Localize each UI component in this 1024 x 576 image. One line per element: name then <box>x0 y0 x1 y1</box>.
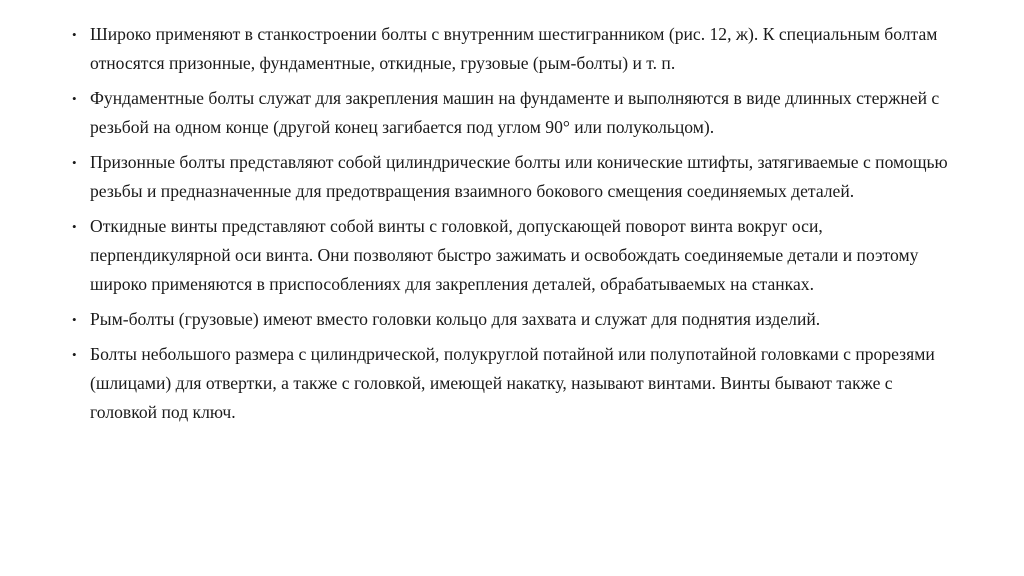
bullet-item-fitted-bolts <box>72 148 962 206</box>
bullet-icon: • <box>72 347 77 362</box>
bullet-icon: • <box>72 91 77 106</box>
bullet-icon: • <box>72 312 77 327</box>
bullet-text: Призонные болты представляют собой цилиндрические болты или конические штифты, затягиваемые с помощью резьбы и предназначенные для предотвращения взаимного бокового смещения соединяемых деталей. <box>90 152 948 201</box>
bullet-list <box>72 20 962 433</box>
bullet-text: Откидные винты представляют собой винты с головкой, допускающей поворот винта вокруг оси, перпендикулярной оси винта. Они позволяют быстро зажимать и освобождать соединяемые детали и поэтому широко применяются в приспособлениях для закрепления деталей, обрабатываемых на станках. <box>90 216 919 294</box>
bullet-text: Широко применяют в станкостроении болты с внутренним шестигранником (рис. 12, ж). К специальным болтам относятся призонные, фундаментные, откидные, грузовые (рым-болты) и т. п. <box>90 24 938 73</box>
bullet-text: Болты небольшого размера с цилиндрической, полукруглой потайной или полупотайной головками с прорезями (шлицами) для отвертки, а также с головкой, имеющей накатку, называют винтами. Винты бывают также с головкой под ключ. <box>90 344 935 422</box>
bullet-text: Фундаментные болты служат для закрепления машин на фундаменте и выполняются в виде длинных стержней с резьбой на одном конце (другой конец загибается под углом 90° или полукольцом). <box>90 88 940 137</box>
bullet-item-foundation-bolts <box>72 84 962 142</box>
bullet-text: Рым-болты (грузовые) имеют вместо головки кольцо для захвата и служат для поднятия изделий. <box>90 309 821 329</box>
bullet-item-swing-screws <box>72 212 962 299</box>
bullet-item-internal-hex-bolts <box>72 20 962 78</box>
bullet-icon: • <box>72 155 77 170</box>
bullet-item-eye-bolts <box>72 305 962 334</box>
bullet-icon: • <box>72 27 77 42</box>
bullet-icon: • <box>72 219 77 234</box>
bullet-item-small-screws <box>72 340 962 427</box>
